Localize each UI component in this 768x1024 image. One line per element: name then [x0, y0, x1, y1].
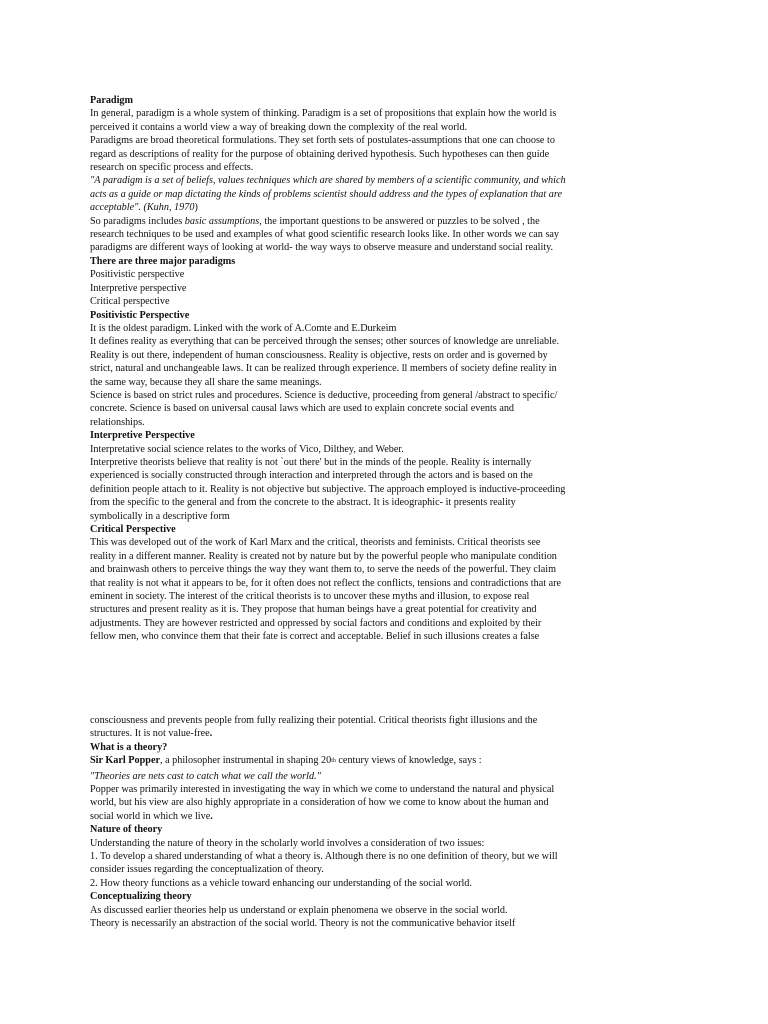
paragraph: Paradigms are broad theoretical formulations. They set forth sets of postulates-assumptions that one can choose to regard as descriptions of reality for the purpose of obtaining derived hypothesis. Such hypotheses can then guide research on specific process and effects.	[90, 135, 555, 174]
paragraph: Theory is necessarily an abstraction of the social world. Theory is not the communicative behavior itself	[90, 918, 516, 930]
text-run: So paradigms includes	[90, 215, 185, 227]
paragraph: It is the oldest paradigm. Linked with the work of A.Comte and E.Durkeim	[90, 322, 397, 334]
paragraph: It defines reality as everything that can be perceived through the senses; other sources of knowledge are unreliable. Reality is out there, independent of human consciousness. Reality is objective, rests on order and is governed by strict, natural and unchangeable laws. It can be realized through experience. ll members of society define reality in the same way, because they all share the same meanings.	[90, 336, 560, 388]
paragraph: Interpretative social science relates to the works of Vico, Dilthey, and Weber.	[90, 443, 404, 455]
text-run: .	[209, 728, 213, 740]
paragraph	[90, 714, 568, 741]
paragraph: Critical perspective	[90, 296, 170, 308]
text-block-lower	[90, 714, 568, 931]
paragraph: Understanding the nature of theory in the scholarly world involves a consideration of two issues:	[90, 837, 485, 849]
paragraph	[90, 770, 568, 783]
paragraph: 2. How theory functions as a vehicle toward enhancing our understanding of the social world.	[90, 877, 472, 889]
section-heading-what-is-a-theory: What is a theory?	[90, 741, 168, 753]
paragraph: As discussed earlier theories help us understand or explain phenomena we observe in the social world.	[90, 904, 508, 916]
text-run: consciousness and prevents people from fully realizing their potential. Critical theorists fight illusions and the structures. It is not value-free	[90, 715, 538, 740]
text-run: )	[194, 202, 198, 214]
section-heading-nature-of-theory: Nature of theory	[90, 824, 163, 836]
text-run: , a philosopher instrumental in shaping 20	[160, 755, 332, 767]
text-run: Sir Karl Popper	[90, 755, 160, 767]
section-heading-interpretive-perspective: Interpretive Perspective	[90, 430, 195, 442]
paragraph: Interpretive perspective	[90, 282, 187, 294]
text-run: .	[210, 810, 213, 822]
section-heading-paradigm: Paradigm	[90, 95, 134, 106]
text-run: "A paradigm is a set of beliefs, values techniques which are shared by members of a scientific community, and which acts as a guide or map dictating the kinds of problems scientist should address and the types of explanation that are acceptable". (Kuhn, 1970	[90, 175, 566, 214]
paragraph: Positivistic perspective	[90, 269, 185, 281]
text-run: , the important questions to be answered or puzzles to be solved , the research techniques to be used and examples of what good scientific research looks like. In other words we can say paradigms are different ways of looking at world- the way ways to observe measure and understand social reality.	[90, 215, 560, 254]
text-block-upper	[90, 94, 568, 644]
paragraph: Interpretive theorists believe that reality is not `out there' but in the minds of the people. Reality is internally experienced is socially constructed through interaction and interpreted through the actors and is based on the definition people attach to it. Reality is not objective but subjective. The approach employed is inductive-proceeding from the specific to the general and from the concrete to the abstract. It is ideographic- it presents reality symbolically in a descriptive form	[90, 456, 566, 522]
paragraph: This was developed out of the work of Karl Marx and the critical, theorists and feminists. Critical theorists see reality in a different manner. Reality is created not by nature but by the powerful people who manipulate condition and brainwash others to perceive things the way they want them to, to serve the needs of the powerful. They claim that reality is not what it appears to be, for it often does not reflect the conflicts, tensions and contradictions that are eminent in society. The interest of the critical theorists is to uncover these myths and illusion, to expose real structures and present reality as it is. They propose that human beings have a great potential for creativity and adjustments. They are however restricted and oppressed by social factors and conditions and exploited by their fellow men, who convince them that their fate is correct and acceptable. Belief in such illusions creates a false	[90, 537, 562, 643]
text-run: basic assumptions	[184, 215, 260, 227]
paragraph	[90, 783, 568, 823]
section-heading-positivistic-perspective: Positivistic Perspective	[90, 309, 190, 321]
text-run: Popper was primarily interested in investigating the way in which we come to understand the natural and physical world, but his view are also highly appropriate in a consideration of how we come to know about the human and social world in which we live	[90, 784, 555, 822]
section-heading-there-are-three-major-paradigms: There are three major paradigms	[90, 255, 236, 267]
paragraph	[90, 215, 568, 255]
text-run: th	[331, 758, 336, 765]
paragraph	[90, 754, 568, 769]
section-heading-critical-perspective: Critical Perspective	[90, 524, 176, 535]
paragraph: In general, paradigm is a whole system of thinking. Paradigm is a set of propositions that explain how the world is perceived it contains a world view a way of breaking down the complexity of the real world.	[90, 108, 557, 133]
text-run: "Theories are nets cast to catch what we call the world."	[90, 770, 321, 782]
paragraph: Science is based on strict rules and procedures. Science is deductive, proceeding from general /abstract to specific/ concrete. Science is based on universal causal laws which are used to explain concrete social events and relationships.	[90, 389, 558, 428]
paragraph	[90, 174, 568, 214]
section-heading-conceptualizing-theory: Conceptualizing theory	[90, 891, 192, 903]
paragraph: 1. To develop a shared understanding of what a theory is. Although there is no one definition of theory, but we will consider issues regarding the conceptualization of theory.	[90, 851, 558, 876]
text-run: century views of knowledge, says :	[335, 755, 482, 767]
